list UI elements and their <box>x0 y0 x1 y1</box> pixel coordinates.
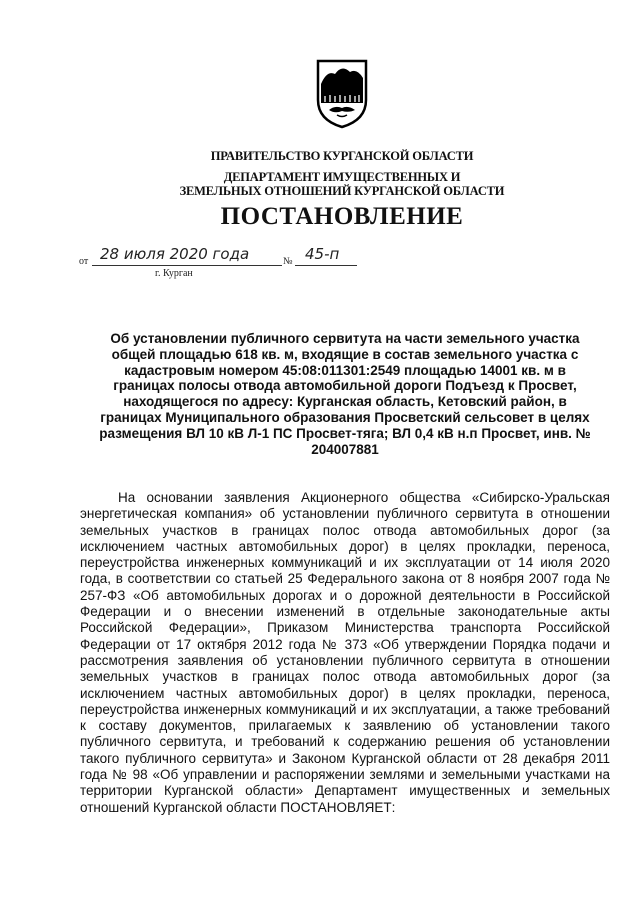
document-subject: Об установлении публичного сервитута на части земельного участка общей площадью 618 кв. м, входящие в состав земельного участка с кадастровым номером 45:08:011301:2549 площадью 14001 кв. м в границах полосы отвода автомобильной дороги Подъезд к Просвет, находящегося по адресу: Курганская область, Кетовский район, в границах Муниципального образования Просветский сельсовет в целях размещения ВЛ 10 кВ Л-1 ПС Просвет-тяга; ВЛ 0,4 кВ н.п Просвет, инв. № 204007881 <box>99 331 591 457</box>
org-line-department-1: ДЕПАРТАМЕНТ ИМУЩЕСТВЕННЫХ И <box>223 170 461 184</box>
org-line-government: ПРАВИТЕЛЬСТВО КУРГАНСКОЙ ОБЛАСТИ <box>210 149 474 163</box>
date-underline <box>92 265 282 266</box>
handwritten-number: 45-п <box>305 245 340 263</box>
org-line-department-2: ЗЕМЕЛЬНЫХ ОТНОШЕНИЙ КУРГАНСКОЙ ОБЛАСТИ <box>179 184 505 198</box>
number-underline <box>295 265 357 266</box>
document-body-paragraph: На основании заявления Акционерного общества «Сибирско-Уральская энергетическая компания» об установлении публичного сервитута в отношении земельных участков в границах полос отвода автомобильных дорог (за исключением частных автомобильных дорог) в целях прокладки, переноса, переустройства инженерных коммуникаций и их эксплуатации от 14 июля 2020 года, в соответствии со статьей 25 Федерального закона от 8 ноября 2007 года № 257-ФЗ «Об автомобильных дорогах и о дорожной деятельности в Российской Федерации и о внесении изменений в отдельные законодательные акты Российской Федерации», Приказом Министерства транспорта Российской Федерации от 17 октября 2012 года № 373 «Об утверждении Порядка подачи и рассмотрения заявления об установлении публичного сервитута в отношении земельных участков в границах полос отвода автомобильных дорог (за исключением частных автомобильных дорог) в целях прокладки, переноса, переустройства инженерных коммуникаций и их эксплуатации, а также требований к составу документов, прилагаемых к заявлению об установлении такого публичного сервитута, и требований к содержанию решения об установлении такого публичного сервитута» и Законом Курганской области от 28 декабря 2011 года № 98 «Об управлении и распоряжении землями и земельными участками на территории Курганской области» Департамент имущественных и земельных отношений Курганской области ПОСТАНОВЛЯЕТ: <box>80 490 610 815</box>
number-prefix: № <box>283 256 293 267</box>
handwritten-date: 28 июля 2020 года <box>100 245 250 263</box>
city-label: г. Курган <box>155 268 193 279</box>
coat-of-arms-icon <box>315 58 369 130</box>
document-type-title: ПОСТАНОВЛЕНИЕ <box>220 203 464 230</box>
date-prefix: от <box>79 256 89 267</box>
